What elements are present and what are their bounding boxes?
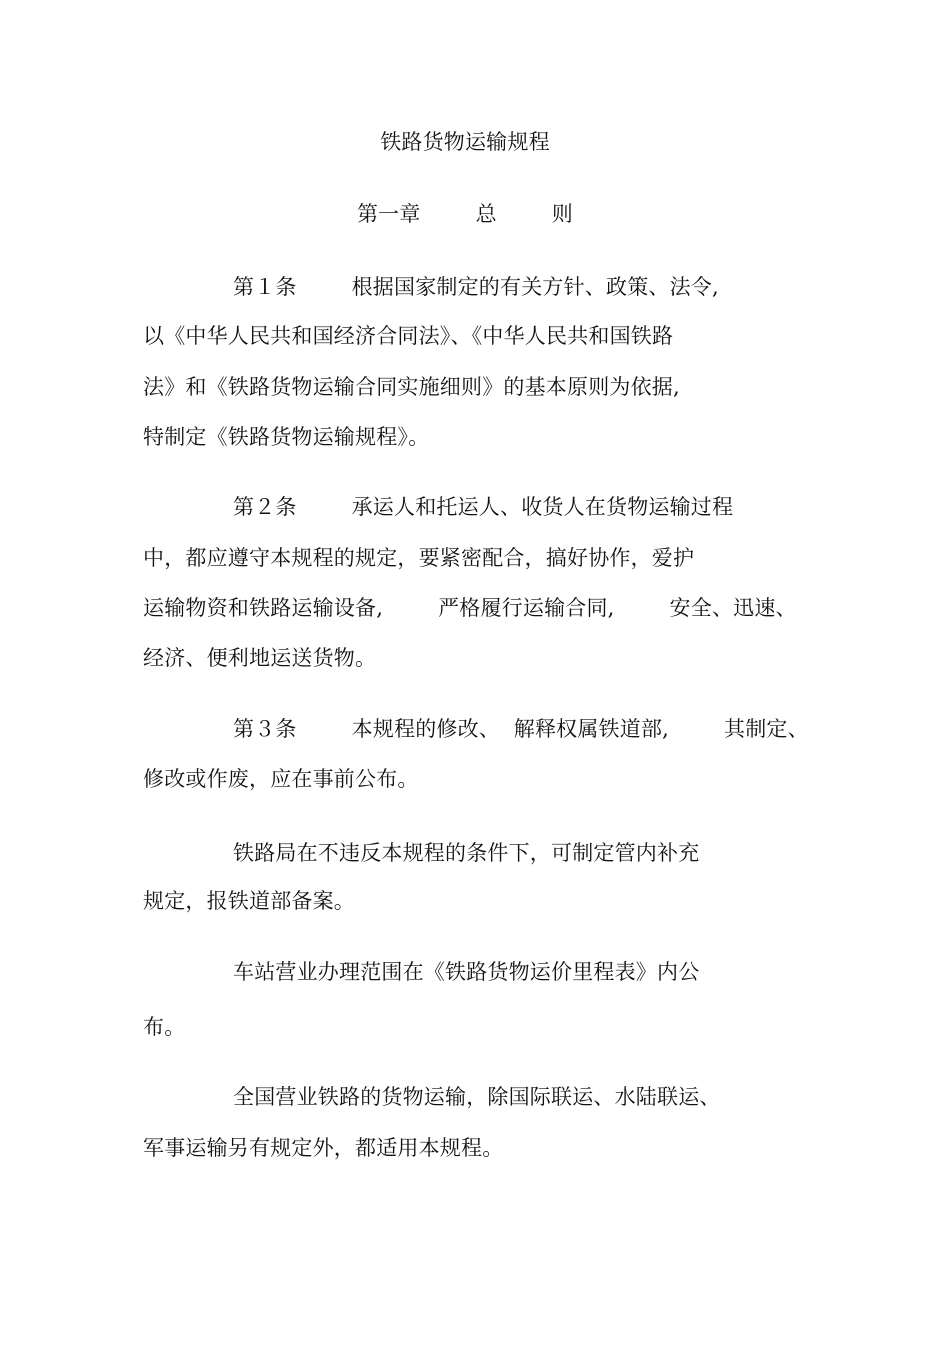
article-1-line-3: 法》和《铁路货物运输合同实施细则》的基本原则为依据, xyxy=(143,375,680,399)
article-2-line-4: 经济、便利地运送货物。 xyxy=(143,646,377,670)
document-title: 铁路货物运输规程 xyxy=(380,130,550,154)
chapter-heading: 第一章 总 则 xyxy=(356,202,573,226)
article-1-line-2: 以《中华人民共和国经济合同法》、《中华人民共和国铁路 xyxy=(143,324,674,348)
article-3-paragraph-4-line-2: 军事运输另有规定外，都适用本规程。 xyxy=(143,1136,504,1160)
article-1-line-1: 第１条 根据国家制定的有关方针、政策、法令, xyxy=(233,275,719,299)
article-3-paragraph-3-line-1: 车站营业办理范围在《铁路货物运价里程表》内公 xyxy=(233,960,700,984)
article-3-paragraph-3-line-2: 布。 xyxy=(143,1015,186,1039)
article-3-line-2: 修改或作废，应在事前公布。 xyxy=(143,767,419,791)
article-1-line-4: 特制定《铁路货物运输规程》。 xyxy=(143,425,430,449)
article-2-line-3: 运输物资和铁路运输设备, 严格履行运输合同, 安全、迅速、 xyxy=(143,596,797,620)
article-3-paragraph-2-line-1: 铁路局在不违反本规程的条件下，可制定管内补充 xyxy=(233,841,700,865)
article-3-paragraph-4-line-1: 全国营业铁路的货物运输，除国际联运、水陆联运、 xyxy=(233,1085,721,1109)
article-2-line-1: 第２条 承运人和托运人、收货人在货物运输过程 xyxy=(233,495,734,519)
article-2-line-2: 中，都应遵守本规程的规定，要紧密配合，搞好协作，爱护 xyxy=(143,546,695,570)
article-3-paragraph-2-line-2: 规定，报铁道部备案。 xyxy=(143,889,355,913)
article-3-line-1: 第３条 本规程的修改、 解释权属铁道部, 其制定、 xyxy=(233,717,809,741)
